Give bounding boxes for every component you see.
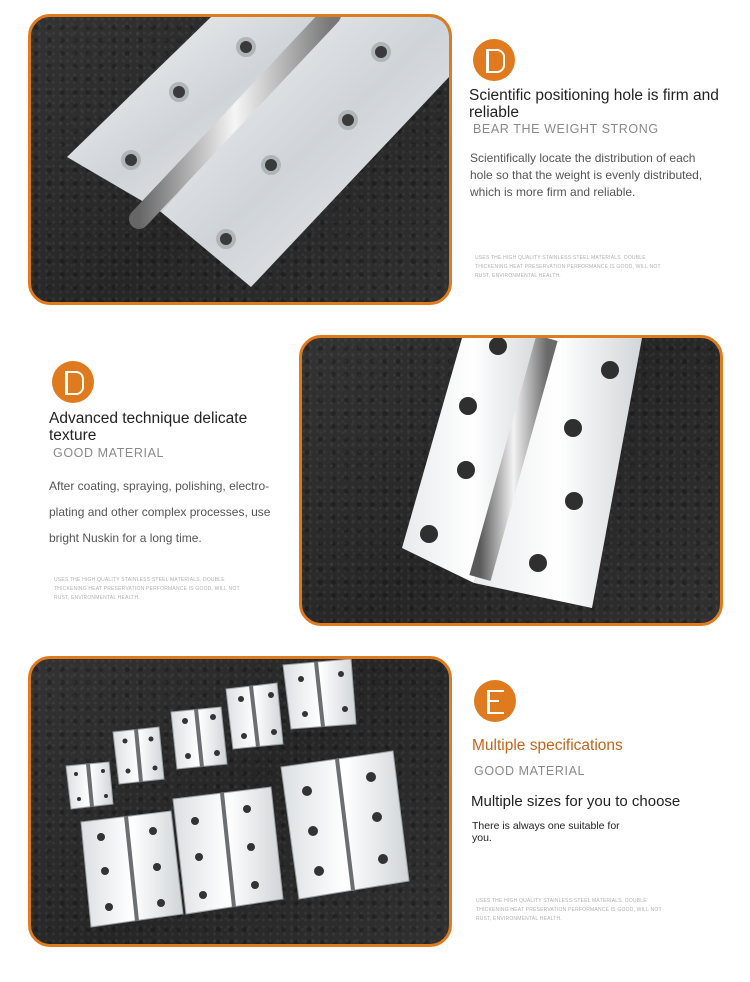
letter-e-icon bbox=[474, 680, 516, 722]
hinge-photo-3 bbox=[28, 656, 452, 947]
letter-d-icon bbox=[52, 361, 94, 403]
section1-subtitle: BEAR THE WEIGHT STRONG bbox=[473, 122, 659, 136]
section2-body: After coating, spraying, polishing, electro-plating and other complex processes, use bright Nuskin for a long time. bbox=[49, 479, 271, 545]
section2-title: Advanced technique delicate texture bbox=[49, 410, 248, 444]
letter-d-icon bbox=[473, 39, 515, 81]
section2-fine-print: USES THE HIGH QUALITY STAINLESS STEEL MATERIALS. DOUBLE THICKENING HEAT PRESERVATION PERFORMANCE IS GOOD, WILL NOT RUST, ENVIRONMENTAL HEALTH. bbox=[54, 577, 240, 601]
hinge-image-1 bbox=[31, 17, 449, 302]
section3-subtitle: GOOD MATERIAL bbox=[474, 764, 586, 778]
hinge-image-2 bbox=[302, 338, 720, 623]
hinge-image-3 bbox=[31, 659, 449, 944]
section3-body: There is always one suitable for you. bbox=[472, 820, 620, 844]
section3-title: Multiple specifications bbox=[472, 737, 623, 754]
section1-fine-print: USES THE HIGH QUALITY STAINLESS STEEL MATERIALS. DOUBLE THICKENING HEAT PRESERVATION PERFORMANCE IS GOOD, WILL NOT RUST, ENVIRONMENTAL HEALTH. bbox=[475, 255, 661, 279]
hinge-photo-1 bbox=[28, 14, 452, 305]
section1-title: Scientific positioning hole is firm and reliable bbox=[469, 87, 719, 121]
section2-subtitle: GOOD MATERIAL bbox=[53, 446, 165, 460]
section3-headline: Multiple sizes for you to choose bbox=[471, 793, 681, 810]
section3-fine-print: USES THE HIGH QUALITY STAINLESS STEEL MATERIALS. DOUBLE THICKENING HEAT PRESERVATION PERFORMANCE IS GOOD, WILL NOT RUST, ENVIRONMENTAL HEALTH. bbox=[476, 898, 662, 922]
hinge-photo-2 bbox=[299, 335, 723, 626]
section1-body: Scientifically locate the distribution of each hole so that the weight is evenly distributed, which is more firm and reliable. bbox=[470, 151, 703, 199]
